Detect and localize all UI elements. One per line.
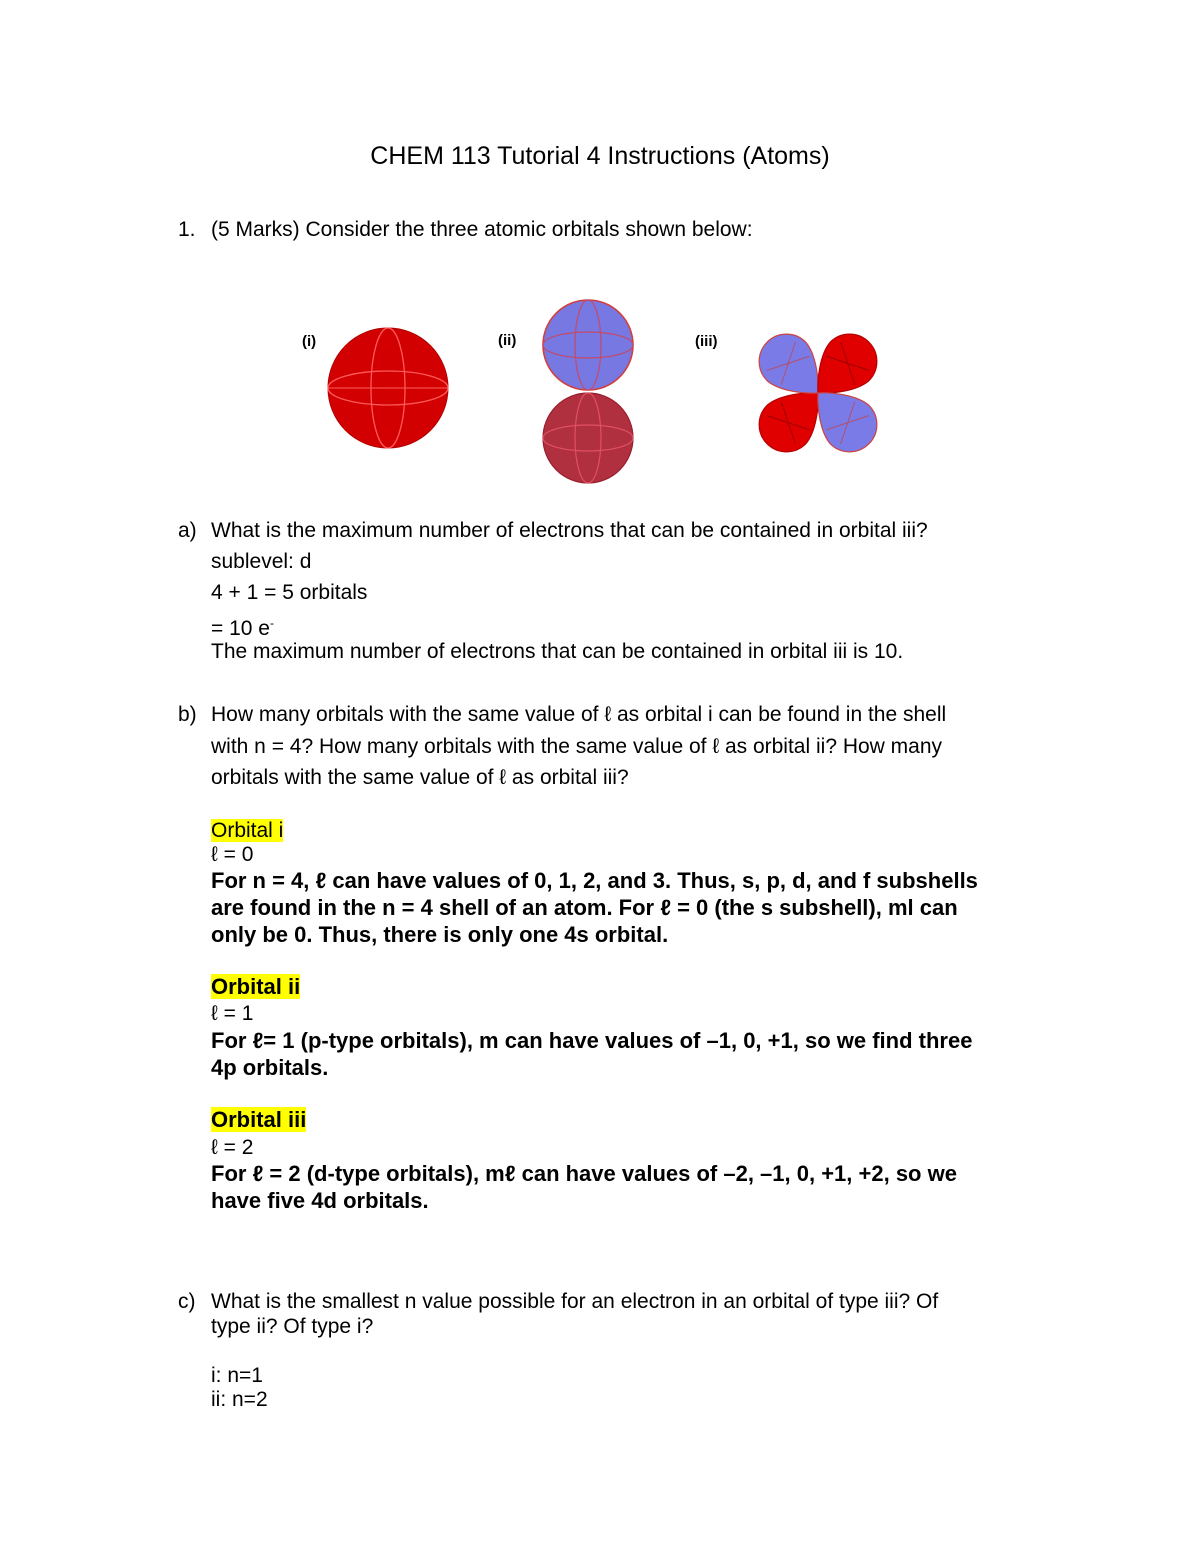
orbital-ii-text-line-1: For ℓ= 1 (p-type orbitals), m can have values of –1, 0, +1, so we find three xyxy=(211,1028,973,1053)
part-a-line-1: sublevel: d xyxy=(211,550,312,573)
orbital-i-text-line-2: are found in the n = 4 shell of an atom. For ℓ = 0 (the s subshell), ml can xyxy=(211,895,958,920)
part-a-letter: a) xyxy=(178,519,197,542)
part-b-question-line-1: How many orbitals with the same value of ℓ as orbital i can be found in the shell xyxy=(211,703,947,726)
part-b-question-line-2: with n = 4? How many orbitals with the same value of ℓ as orbital ii? How many xyxy=(211,735,943,758)
part-a-line-2: 4 + 1 = 5 orbitals xyxy=(211,581,368,604)
part-a-question: What is the maximum number of electrons that can be contained in orbital iii? xyxy=(211,519,928,542)
orbital-diagram xyxy=(290,290,920,490)
orbital-ii-heading: Orbital ii xyxy=(211,974,301,999)
d-orbital-cloverleaf xyxy=(748,323,888,463)
part-c-letter: c) xyxy=(178,1290,196,1313)
part-a-electron-count: = 10 e xyxy=(211,617,270,640)
orbital-iii-text-line-2: have five 4d orbitals. xyxy=(211,1188,429,1213)
orbital-i-text-line-1: For n = 4, ℓ can have values of 0, 1, 2, and 3. Thus, s, p, d, and f subshells xyxy=(211,868,978,893)
p-orbital-lower-lobe xyxy=(543,393,633,483)
s-orbital-sphere xyxy=(328,328,448,448)
p-orbital-upper-lobe xyxy=(543,300,633,390)
part-c-answer-2: ii: n=2 xyxy=(211,1388,268,1411)
electron-charge-superscript: - xyxy=(269,616,274,630)
orbital-ii-text-line-2: 4p orbitals. xyxy=(211,1055,329,1080)
orbital-i-heading: Orbital i xyxy=(211,819,284,842)
orbital-ii-l-value: ℓ = 1 xyxy=(211,1002,254,1025)
orbital-iii-l-value: ℓ = 2 xyxy=(211,1136,254,1159)
orbital-label-ii: (ii) xyxy=(498,332,517,349)
page-title: CHEM 113 Tutorial 4 Instructions (Atoms) xyxy=(370,142,830,170)
orbital-label-i: (i) xyxy=(302,333,317,350)
part-b-letter: b) xyxy=(178,703,197,726)
question-1-text: (5 Marks) Consider the three atomic orbitals shown below: xyxy=(211,218,753,241)
part-a-answer: The maximum number of electrons that can be contained in orbital iii is 10. xyxy=(211,640,904,663)
part-c-answer-1: i: n=1 xyxy=(211,1364,263,1387)
question-1-number: 1. xyxy=(178,218,196,241)
orbital-iii-heading: Orbital iii xyxy=(211,1107,307,1132)
part-b-question-line-3: orbitals with the same value of ℓ as orbital iii? xyxy=(211,766,629,789)
orbital-iii-text-line-1: For ℓ = 2 (d-type orbitals), mℓ can have values of –2, –1, 0, +1, +2, so we xyxy=(211,1161,957,1186)
orbital-i-text-line-3: only be 0. Thus, there is only one 4s orbital. xyxy=(211,922,669,947)
part-c-question-line-2: type ii? Of type i? xyxy=(211,1315,374,1338)
orbital-label-iii: (iii) xyxy=(695,333,718,350)
part-c-question-line-1: What is the smallest n value possible for an electron in an orbital of type iii? Of xyxy=(211,1290,939,1313)
orbital-i-l-value: ℓ = 0 xyxy=(211,843,254,866)
orbital-figure xyxy=(290,290,920,490)
